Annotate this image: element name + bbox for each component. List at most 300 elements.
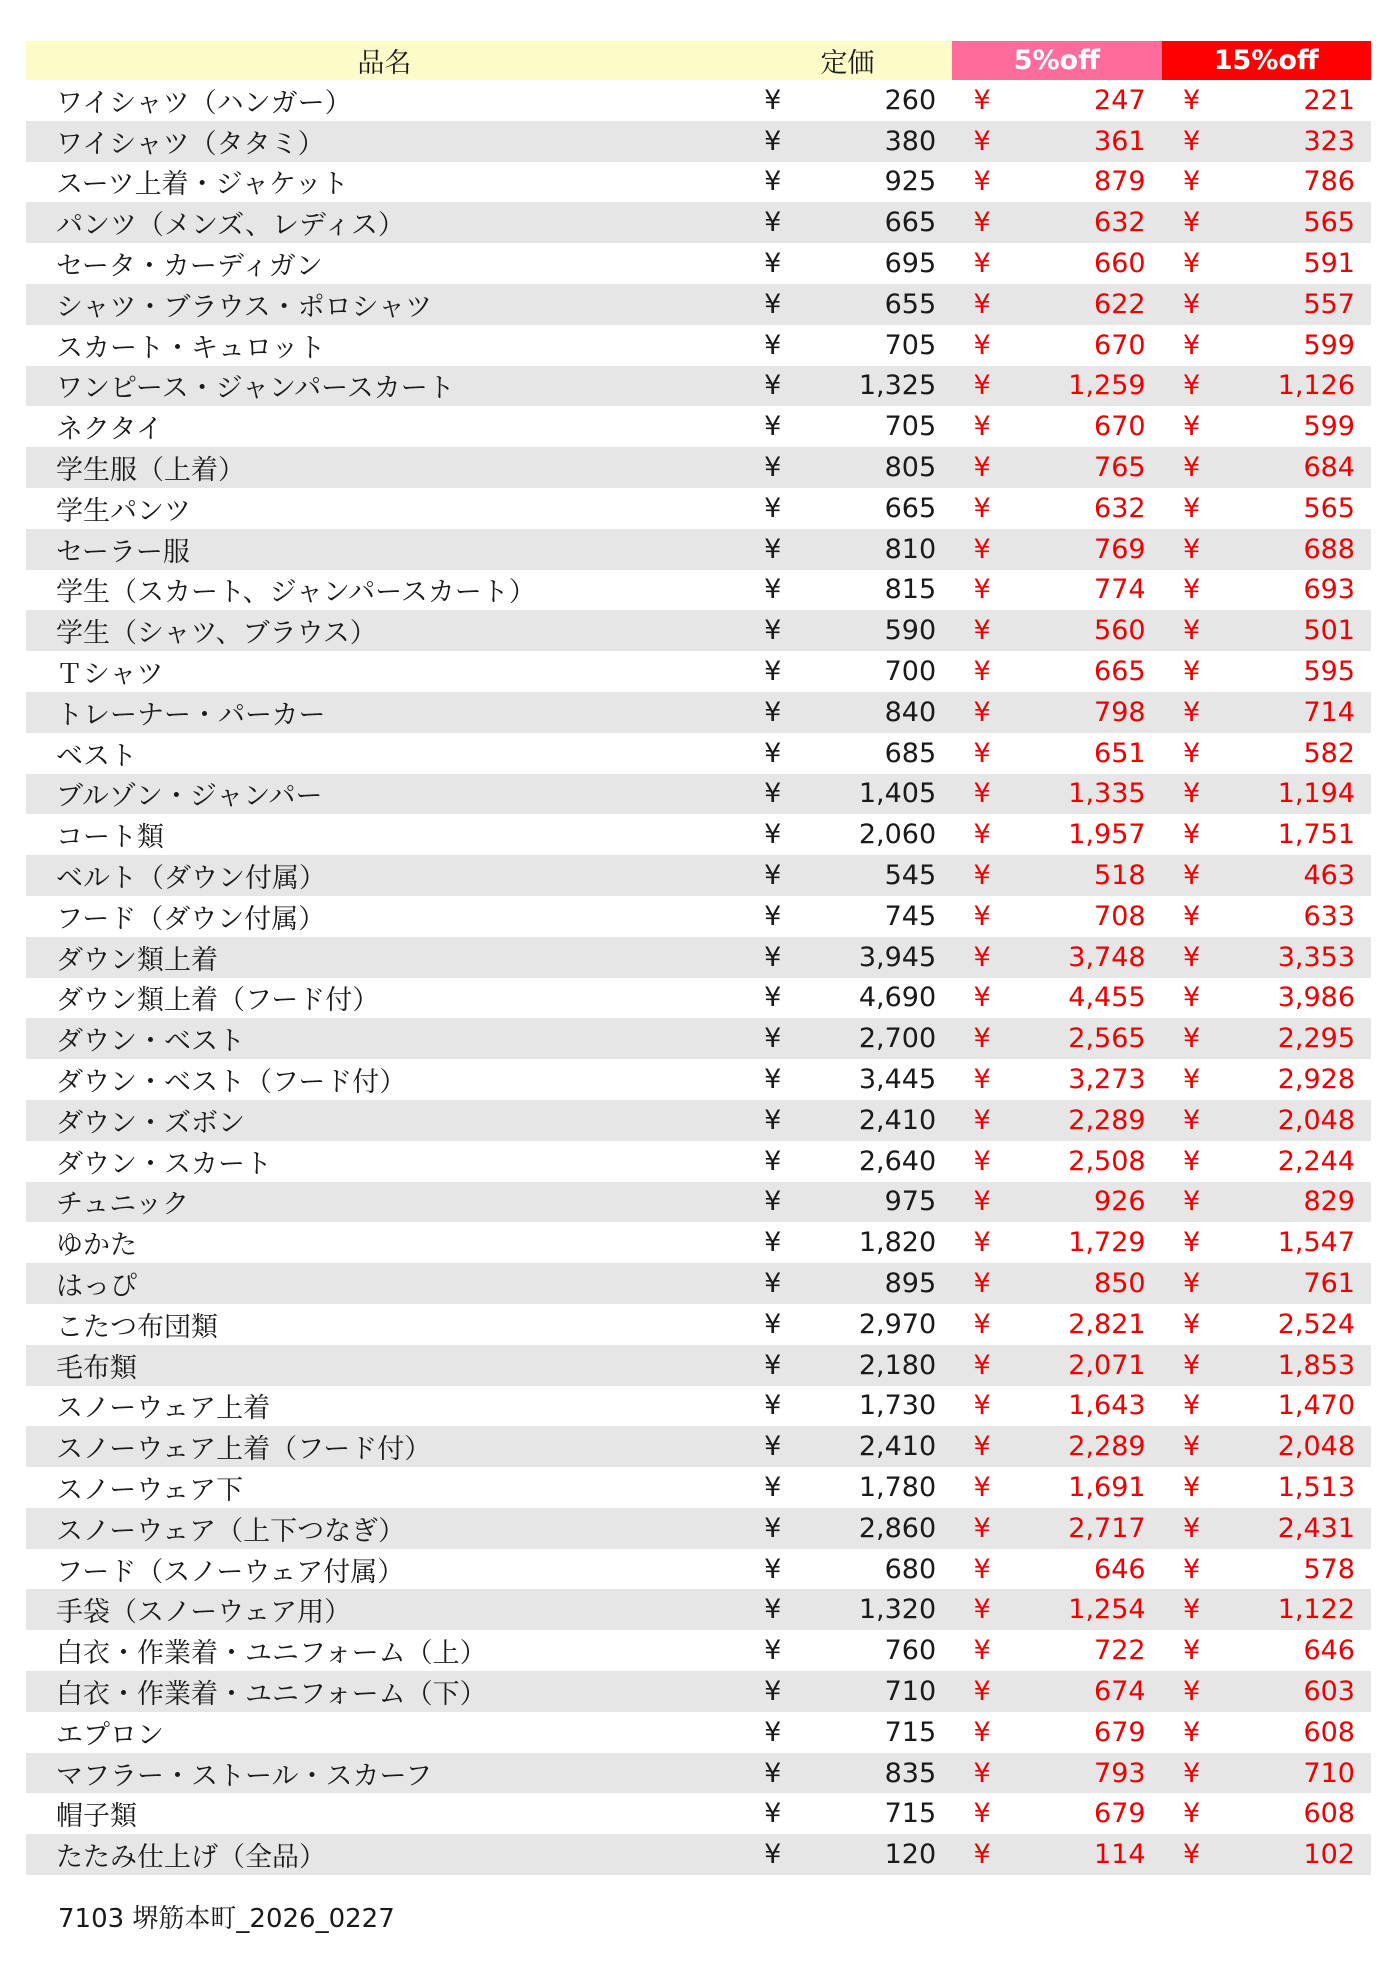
off15-price-currency: ¥ <box>1162 1671 1216 1712</box>
table-row <box>26 366 1371 407</box>
item-name: スノーウェア上着 <box>56 1393 271 1425</box>
off15-price-currency: ¥ <box>1182 492 1201 524</box>
off15-price-currency: ¥ <box>1182 1716 1201 1748</box>
list-price-value: 840 <box>797 692 952 733</box>
off15-price-value: 3,353 <box>1216 937 1371 978</box>
off15-price-currency: ¥ <box>1162 1182 1216 1223</box>
list-price-currency: ¥ <box>764 737 782 769</box>
item-name: たたみ仕上げ（全品） <box>26 1834 743 1875</box>
off5-price-value: 1,259 <box>1006 366 1161 407</box>
off15-price-currency: ¥ <box>1182 329 1201 361</box>
off15-price-value: 323 <box>1216 121 1371 162</box>
off15-price-currency: ¥ <box>1182 1635 1201 1667</box>
list-price-currency: ¥ <box>743 284 797 325</box>
table-row <box>26 1141 1371 1182</box>
off5-price-currency: ¥ <box>973 1227 991 1259</box>
list-price-value: 705 <box>884 411 937 443</box>
item-name: エプロン <box>56 1719 164 1751</box>
off5-price-value: 670 <box>1094 411 1146 443</box>
item-name: スノーウェア上着（フード付） <box>26 1426 743 1467</box>
off5-price-currency: ¥ <box>952 1345 1006 1386</box>
item-name: 帽子類 <box>56 1801 137 1833</box>
off5-price-value: 679 <box>1094 1716 1146 1748</box>
list-price-currency: ¥ <box>764 1471 782 1503</box>
list-price-currency: ¥ <box>743 692 797 733</box>
table-header-row <box>26 41 1371 80</box>
list-price-currency: ¥ <box>764 84 782 116</box>
off15-price-value: 714 <box>1216 692 1371 733</box>
off15-price-currency: ¥ <box>1162 610 1216 651</box>
off15-price-currency: ¥ <box>1162 1589 1216 1630</box>
off5-price-value: 518 <box>1006 855 1161 896</box>
list-price-value: 680 <box>884 1553 937 1585</box>
list-price-currency: ¥ <box>764 1308 782 1340</box>
off15-price-currency: ¥ <box>1162 1263 1216 1304</box>
list-price-currency: ¥ <box>743 202 797 243</box>
table-row <box>26 325 1371 366</box>
off5-price-currency: ¥ <box>952 692 1006 733</box>
table-row <box>26 1100 1371 1141</box>
item-name: ベスト <box>56 740 137 772</box>
off5-price-value: 1,643 <box>1068 1390 1146 1422</box>
off5-price-currency: ¥ <box>952 529 1006 570</box>
item-name: スーツ上着・ジャケット <box>56 169 349 201</box>
off5-price-value: 660 <box>1094 248 1146 280</box>
off5-price-currency: ¥ <box>973 84 991 116</box>
off15-price-currency: ¥ <box>1182 982 1201 1014</box>
off15-price-currency: ¥ <box>1162 855 1216 896</box>
table-row <box>26 447 1371 488</box>
list-price-value: 2,640 <box>858 1145 937 1177</box>
list-price-currency: ¥ <box>743 366 797 407</box>
off5-price-currency: ¥ <box>952 202 1006 243</box>
off15-price-currency: ¥ <box>1162 529 1216 570</box>
off5-price-value: 1,729 <box>1068 1227 1146 1259</box>
list-price-currency: ¥ <box>743 1263 797 1304</box>
table-row <box>26 1630 1371 1671</box>
off5-price-value: 665 <box>1094 656 1146 688</box>
off15-price-currency: ¥ <box>1162 692 1216 733</box>
table-row <box>26 570 1371 611</box>
price-sheet <box>26 41 1371 1875</box>
off15-price-value: 1,513 <box>1277 1471 1355 1503</box>
off15-price-currency: ¥ <box>1182 411 1201 443</box>
item-name: ワンピース・ジャンパースカート <box>26 366 743 407</box>
list-price-currency: ¥ <box>764 1553 782 1585</box>
off5-price-value: 2,071 <box>1006 1345 1161 1386</box>
off15-price-currency: ¥ <box>1162 1753 1216 1794</box>
item-name: ワイシャツ（タタミ） <box>26 121 743 162</box>
item-name: フード（スノーウェア付属） <box>56 1556 405 1588</box>
list-price-value: 4,690 <box>858 982 937 1014</box>
off5-price-value: 2,289 <box>1006 1100 1161 1141</box>
list-price-value: 3,945 <box>797 937 952 978</box>
off15-price-currency: ¥ <box>1182 900 1201 932</box>
off15-price-currency: ¥ <box>1182 166 1201 198</box>
list-price-currency: ¥ <box>743 1589 797 1630</box>
off15-price-currency: ¥ <box>1182 737 1201 769</box>
off15-price-value: 599 <box>1303 329 1355 361</box>
off5-price-currency: ¥ <box>952 1589 1006 1630</box>
item-name: ワイシャツ（ハンガー） <box>56 87 352 119</box>
off15-price-value: 599 <box>1303 411 1355 443</box>
list-price-value: 895 <box>797 1263 952 1304</box>
off5-price-value: 1,957 <box>1068 819 1146 851</box>
off15-price-value: 684 <box>1216 447 1371 488</box>
off5-price-value: 926 <box>1006 1182 1161 1223</box>
item-name: ダウン・ベスト <box>26 1018 743 1059</box>
list-price-value: 715 <box>884 1716 937 1748</box>
off15-price-currency: ¥ <box>1162 1508 1216 1549</box>
off5-price-currency: ¥ <box>973 656 991 688</box>
off5-price-value: 4,455 <box>1068 982 1146 1014</box>
off15-price-value: 2,524 <box>1277 1308 1355 1340</box>
off15-price-currency: ¥ <box>1162 366 1216 407</box>
list-price-value: 2,410 <box>797 1426 952 1467</box>
off15-price-value: 2,431 <box>1216 1508 1371 1549</box>
off15-price-value: 1,470 <box>1277 1390 1355 1422</box>
off15-price-currency: ¥ <box>1182 656 1201 688</box>
off15-price-currency: ¥ <box>1162 202 1216 243</box>
item-name: スノーウェア下 <box>56 1474 244 1506</box>
item-name: 学生服（上着） <box>26 447 743 488</box>
off5-price-currency: ¥ <box>952 284 1006 325</box>
list-price-value: 835 <box>797 1753 952 1794</box>
table-row <box>26 1589 1371 1630</box>
list-price-currency: ¥ <box>743 855 797 896</box>
off5-price-value: 646 <box>1094 1553 1146 1585</box>
table-row <box>26 488 1371 529</box>
table-row <box>26 1182 1371 1223</box>
list-price-currency: ¥ <box>743 447 797 488</box>
off5-price-currency: ¥ <box>973 411 991 443</box>
off5-price-value: 769 <box>1006 529 1161 570</box>
off5-price-value: 1,335 <box>1006 774 1161 815</box>
list-price-value: 705 <box>884 329 937 361</box>
off5-price-currency: ¥ <box>952 937 1006 978</box>
list-price-currency: ¥ <box>764 1716 782 1748</box>
table-row <box>26 1059 1371 1100</box>
off15-price-value: 608 <box>1303 1716 1355 1748</box>
list-price-currency: ¥ <box>764 1145 782 1177</box>
off15-price-value: 582 <box>1303 737 1355 769</box>
off15-price-value: 693 <box>1303 574 1355 606</box>
list-price-value: 260 <box>884 84 937 116</box>
off15-price-currency: ¥ <box>1162 774 1216 815</box>
table-row <box>26 896 1371 937</box>
off15-price-value: 463 <box>1216 855 1371 896</box>
off15-price-value: 557 <box>1216 284 1371 325</box>
off15-price-currency: ¥ <box>1162 1834 1216 1875</box>
item-name: スノーウェア（上下つなぎ） <box>26 1508 743 1549</box>
off5-price-value: 1,254 <box>1006 1589 1161 1630</box>
item-name: ブルゾン・ジャンパー <box>26 774 743 815</box>
off15-price-currency: ¥ <box>1182 1471 1201 1503</box>
off15-price-currency: ¥ <box>1182 574 1201 606</box>
off15-price-currency: ¥ <box>1182 819 1201 851</box>
item-name: 毛布類 <box>26 1345 743 1386</box>
list-price-currency: ¥ <box>743 1671 797 1712</box>
list-price-currency: ¥ <box>764 329 782 361</box>
off5-price-currency: ¥ <box>952 774 1006 815</box>
item-name: はっぴ <box>26 1263 743 1304</box>
table-row <box>26 1753 1371 1794</box>
item-name: 白衣・作業着・ユニフォーム（下） <box>26 1671 743 1712</box>
off5-price-currency: ¥ <box>952 610 1006 651</box>
off5-price-currency: ¥ <box>973 737 991 769</box>
off15-price-currency: ¥ <box>1162 284 1216 325</box>
list-price-currency: ¥ <box>743 121 797 162</box>
off5-price-value: 798 <box>1006 692 1161 733</box>
item-name: ベルト（ダウン付属） <box>26 855 743 896</box>
off15-price-value: 1,126 <box>1216 366 1371 407</box>
off15-price-value: 646 <box>1303 1635 1355 1667</box>
off15-price-currency: ¥ <box>1162 1345 1216 1386</box>
item-name: こたつ布団類 <box>56 1311 218 1343</box>
table-row <box>26 202 1371 243</box>
item-name: ネクタイ <box>56 414 163 446</box>
table-row <box>26 1263 1371 1304</box>
off15-price-currency: ¥ <box>1162 121 1216 162</box>
off5-price-value: 2,717 <box>1006 1508 1161 1549</box>
off5-price-value: 708 <box>1094 900 1146 932</box>
table-row <box>26 406 1371 447</box>
off5-price-currency: ¥ <box>952 1671 1006 1712</box>
off5-price-value: 765 <box>1006 447 1161 488</box>
table-row <box>26 733 1371 774</box>
off5-price-currency: ¥ <box>952 1508 1006 1549</box>
list-price-currency: ¥ <box>764 1064 782 1096</box>
table-row <box>26 1018 1371 1059</box>
list-price-currency: ¥ <box>764 1635 782 1667</box>
table-row <box>26 651 1371 692</box>
list-price-value: 120 <box>797 1834 952 1875</box>
table-row <box>26 121 1371 162</box>
list-price-value: 925 <box>884 166 937 198</box>
off5-price-value: 774 <box>1094 574 1146 606</box>
off5-price-value: 679 <box>1094 1798 1146 1830</box>
list-price-currency: ¥ <box>764 1390 782 1422</box>
off15-price-value: 1,194 <box>1216 774 1371 815</box>
item-name: マフラー・ストール・スカーフ <box>26 1753 743 1794</box>
table-row <box>26 80 1371 121</box>
list-price-value: 975 <box>797 1182 952 1223</box>
off15-price-currency: ¥ <box>1182 84 1201 116</box>
off5-price-value: 674 <box>1006 1671 1161 1712</box>
list-price-value: 2,180 <box>797 1345 952 1386</box>
table-row <box>26 1467 1371 1508</box>
list-price-currency: ¥ <box>764 411 782 443</box>
list-price-currency: ¥ <box>764 656 782 688</box>
off5-price-currency: ¥ <box>973 1145 991 1177</box>
item-name: ダウン類上着 <box>26 937 743 978</box>
off5-price-currency: ¥ <box>973 248 991 280</box>
list-price-currency: ¥ <box>743 1100 797 1141</box>
table-row <box>26 284 1371 325</box>
item-name: コート類 <box>56 822 164 854</box>
list-price-value: 1,820 <box>858 1227 937 1259</box>
table-row <box>26 529 1371 570</box>
item-name: 白衣・作業着・ユニフォーム（上） <box>56 1638 487 1670</box>
table-row <box>26 1712 1371 1753</box>
off5-price-value: 793 <box>1006 1753 1161 1794</box>
list-price-value: 2,060 <box>858 819 937 851</box>
item-name: 学生（シャツ、ブラウス） <box>26 610 743 651</box>
off15-price-value: 1,547 <box>1277 1227 1355 1259</box>
list-price-value: 2,970 <box>858 1308 937 1340</box>
item-name: セータ・カーディガン <box>56 251 323 283</box>
table-row <box>26 1671 1371 1712</box>
header-list-price: 定価 <box>743 41 952 80</box>
off15-price-value: 603 <box>1216 1671 1371 1712</box>
list-price-value: 590 <box>797 610 952 651</box>
table-row <box>26 610 1371 651</box>
off15-price-value: 2,928 <box>1277 1064 1355 1096</box>
off5-price-value: 632 <box>1094 492 1146 524</box>
off15-price-value: 501 <box>1216 610 1371 651</box>
list-price-value: 2,860 <box>797 1508 952 1549</box>
off5-price-currency: ¥ <box>973 1553 991 1585</box>
off5-price-currency: ¥ <box>973 1064 991 1096</box>
table-row <box>26 1304 1371 1345</box>
item-name: 学生パンツ <box>56 495 191 527</box>
off15-price-currency: ¥ <box>1182 1145 1201 1177</box>
item-name: Ｔシャツ <box>56 659 164 691</box>
off5-price-value: 3,273 <box>1068 1064 1146 1096</box>
off5-price-currency: ¥ <box>973 819 991 851</box>
off15-price-value: 633 <box>1303 900 1355 932</box>
list-price-currency: ¥ <box>743 610 797 651</box>
list-price-currency: ¥ <box>743 1508 797 1549</box>
off5-price-value: 2,508 <box>1068 1145 1146 1177</box>
item-name: ダウン・スカート <box>56 1148 272 1180</box>
off15-price-value: 608 <box>1303 1798 1355 1830</box>
off15-price-value: 2,048 <box>1216 1426 1371 1467</box>
off15-price-currency: ¥ <box>1162 937 1216 978</box>
list-price-currency: ¥ <box>743 1018 797 1059</box>
off5-price-value: 670 <box>1094 329 1146 361</box>
list-price-currency: ¥ <box>764 1227 782 1259</box>
off5-price-value: 3,748 <box>1006 937 1161 978</box>
list-price-value: 815 <box>884 574 937 606</box>
off5-price-currency: ¥ <box>952 447 1006 488</box>
list-price-currency: ¥ <box>764 900 782 932</box>
off15-price-value: 1,751 <box>1277 819 1355 851</box>
off15-price-currency: ¥ <box>1182 1553 1201 1585</box>
off15-price-value: 591 <box>1303 248 1355 280</box>
off5-price-currency: ¥ <box>973 1716 991 1748</box>
off5-price-currency: ¥ <box>952 1426 1006 1467</box>
list-price-currency: ¥ <box>764 492 782 524</box>
table-row <box>26 1549 1371 1590</box>
list-price-value: 1,730 <box>858 1390 937 1422</box>
list-price-value: 1,780 <box>858 1471 937 1503</box>
off5-price-value: 247 <box>1094 84 1146 116</box>
off5-price-currency: ¥ <box>973 492 991 524</box>
off5-price-value: 1,691 <box>1068 1471 1146 1503</box>
off5-price-currency: ¥ <box>973 166 991 198</box>
off5-price-currency: ¥ <box>973 982 991 1014</box>
price-rows <box>26 80 1371 1875</box>
table-row <box>26 243 1371 284</box>
item-name: セーラー服 <box>26 529 743 570</box>
off5-price-currency: ¥ <box>973 574 991 606</box>
list-price-value: 695 <box>884 248 937 280</box>
off15-price-value: 565 <box>1303 492 1355 524</box>
off15-price-value: 761 <box>1216 1263 1371 1304</box>
item-name: スカート・キュロット <box>56 332 326 364</box>
table-row <box>26 162 1371 203</box>
item-name: ダウン類上着（フード付） <box>56 985 380 1017</box>
off5-price-value: 850 <box>1006 1263 1161 1304</box>
price-table <box>26 41 1371 1875</box>
off5-price-currency: ¥ <box>952 121 1006 162</box>
off5-price-currency: ¥ <box>973 329 991 361</box>
list-price-value: 1,320 <box>797 1589 952 1630</box>
off5-price-currency: ¥ <box>973 1635 991 1667</box>
list-price-currency: ¥ <box>764 1798 782 1830</box>
list-price-value: 710 <box>797 1671 952 1712</box>
table-row <box>26 978 1371 1019</box>
off5-price-value: 114 <box>1006 1834 1161 1875</box>
list-price-value: 2,410 <box>797 1100 952 1141</box>
list-price-currency: ¥ <box>743 529 797 570</box>
list-price-value: 700 <box>884 656 937 688</box>
item-name: ゆかた <box>56 1230 137 1262</box>
list-price-currency: ¥ <box>764 166 782 198</box>
off15-price-value: 3,986 <box>1277 982 1355 1014</box>
item-name: シャツ・ブラウス・ポロシャツ <box>26 284 743 325</box>
table-row <box>26 1834 1371 1875</box>
header-5-percent-off: 5%off <box>952 41 1161 80</box>
off5-price-currency: ¥ <box>973 900 991 932</box>
off15-price-currency: ¥ <box>1182 1390 1201 1422</box>
list-price-currency: ¥ <box>764 819 782 851</box>
off5-price-value: 560 <box>1006 610 1161 651</box>
off5-price-currency: ¥ <box>952 1018 1006 1059</box>
list-price-currency: ¥ <box>743 774 797 815</box>
off5-price-value: 361 <box>1006 121 1161 162</box>
off15-price-value: 221 <box>1303 84 1355 116</box>
off5-price-currency: ¥ <box>973 1471 991 1503</box>
off15-price-currency: ¥ <box>1182 1227 1201 1259</box>
list-price-value: 655 <box>797 284 952 325</box>
off15-price-value: 2,048 <box>1216 1100 1371 1141</box>
table-row <box>26 1386 1371 1427</box>
list-price-currency: ¥ <box>743 1426 797 1467</box>
list-price-currency: ¥ <box>743 1834 797 1875</box>
list-price-value: 810 <box>797 529 952 570</box>
list-price-currency: ¥ <box>764 982 782 1014</box>
off15-price-currency: ¥ <box>1182 1064 1201 1096</box>
off15-price-value: 1,853 <box>1216 1345 1371 1386</box>
list-price-value: 665 <box>797 202 952 243</box>
off5-price-currency: ¥ <box>952 1263 1006 1304</box>
item-name: ダウン・ズボン <box>26 1100 743 1141</box>
table-row <box>26 855 1371 896</box>
list-price-currency: ¥ <box>743 1753 797 1794</box>
item-name: 学生（スカート、ジャンパースカート） <box>56 577 536 609</box>
list-price-value: 745 <box>884 900 937 932</box>
off5-price-currency: ¥ <box>973 1308 991 1340</box>
list-price-currency: ¥ <box>743 1345 797 1386</box>
table-row <box>26 1222 1371 1263</box>
off15-price-currency: ¥ <box>1162 1018 1216 1059</box>
off15-price-value: 102 <box>1216 1834 1371 1875</box>
list-price-value: 3,445 <box>858 1064 937 1096</box>
off15-price-currency: ¥ <box>1182 1308 1201 1340</box>
table-row <box>26 692 1371 733</box>
